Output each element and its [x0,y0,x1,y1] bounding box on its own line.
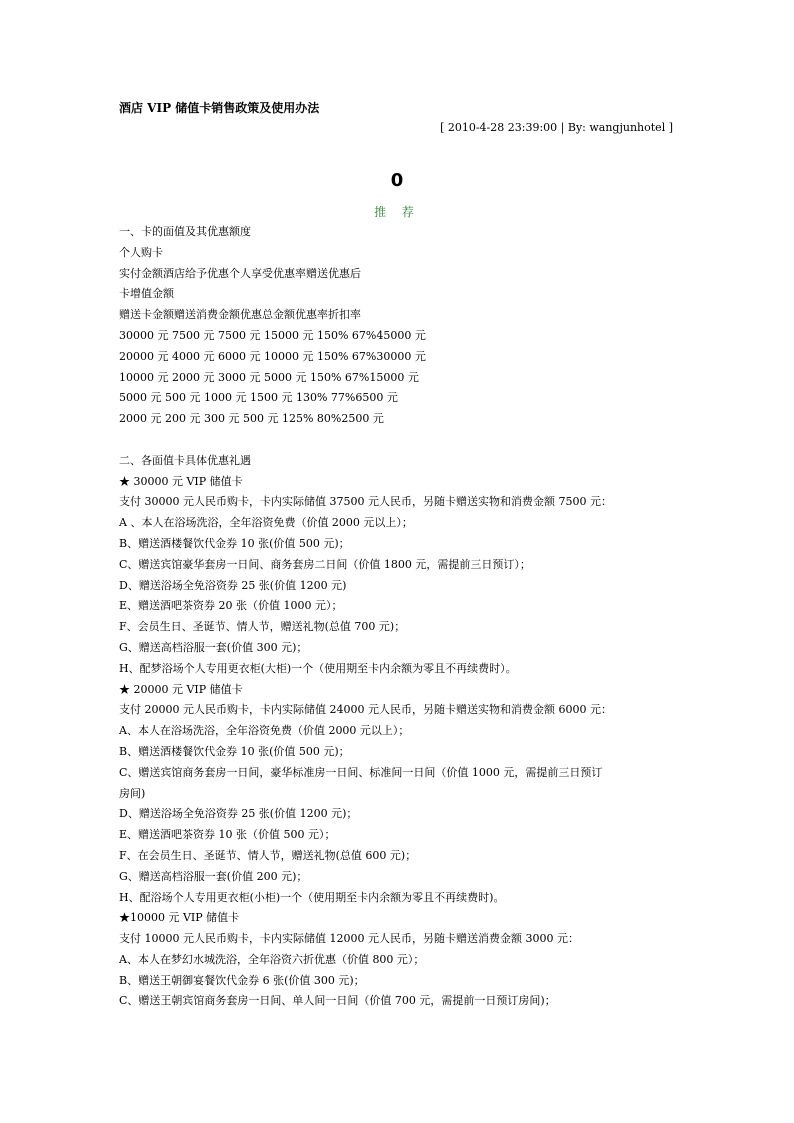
body-line: 20000 元 4000 元 6000 元 10000 元 150% 67%30000 元 [119,349,426,363]
body-line: F、在会员生日、圣诞节、情人节，赠送礼物(总值 600 元)； [119,848,417,862]
card-heading: ★ 30000 元 VIP 储值卡 [119,474,243,488]
body-line: 一、卡的面值及其优惠额度 [119,225,251,238]
body-line: 赠送卡金额赠送消费金额优惠总金额优惠率折扣率 [119,308,361,322]
document-body [119,222,679,1012]
body-line: F、会员生日、圣诞节、情人节，赠送礼物(总值 700 元)； [119,620,406,634]
body-line: G、赠送高档浴服一套(价值 200 元)； [119,869,308,883]
section-heading: 二、各面值卡具体优惠礼遇 [119,453,251,467]
body-line: 支付 20000 元人民币购卡，卡内实际储值 24000 元人民币，另随卡赠送实物和消费金额 6000 元： [119,703,612,717]
card-heading: ★10000 元 VIP 储值卡 [119,911,240,925]
body-line: H、配梦浴场个人专用更衣柜(大柜)一个（使用期至卡内余额为零且不再续费时）。 [119,661,517,675]
body-line: B、赠送酒楼餐饮代金券 10 张(价值 500 元)； [119,744,350,758]
body-line: G、赠送高档浴服一套(价值 300 元)； [119,640,308,654]
body-line: E、赠送酒吧茶资券 10 张（价值 500 元）； [119,828,336,842]
recommend-count: 0 [390,170,404,191]
body-line: 个人购卡 [119,245,163,259]
body-line: C、赠送宾馆豪华套房一日间、商务套房二日间（价值 1800 元，需提前三日预订）； [119,557,531,571]
body-line: 30000 元 7500 元 7500 元 15000 元 150% 67%45000 元 [119,328,426,342]
body-line: 房间) [119,786,146,800]
body-line: 2000 元 200 元 300 元 500 元 125% 80%2500 元 [119,412,384,426]
body-line: 实付金额酒店给予优惠个人享受优惠率赠送优惠后 [119,266,361,280]
card-heading: ★ 20000 元 VIP 储值卡 [119,682,243,696]
document-title: 酒店 VIP 储值卡销售政策及使用办法 [119,101,320,115]
body-line: D、赠送浴场全免浴资券 25 张(价值 1200 元)； [119,807,358,821]
body-line: 支付 10000 元人民币购卡，卡内实际储值 12000 元人民币，另随卡赠送消费金额 3000 元： [119,932,579,946]
body-line: A 、本人在浴场洗浴，全年浴资免费（价值 2000 元以上）； [119,516,413,530]
body-line: B、赠送王朝御宴餐饮代金券 6 张(价值 300 元)； [119,973,365,987]
body-line: C、赠送宾馆商务套房一日间，豪华标准房一日间、标准间一日间（价值 1000 元，需提前三日预订 [119,765,603,779]
blank-line [119,430,679,451]
body-line: 支付 30000 元人民币购卡，卡内实际储值 37500 元人民币，另随卡赠送实物和消费金额 7500 元： [119,495,612,509]
recommend-link[interactable]: 推 荐 [374,205,420,219]
body-line: A、本人在梦幻水城洗浴，全年浴资六折优惠（价值 800 元）； [119,952,425,966]
body-line: C、赠送王朝宾馆商务套房一日间、单人间一日间（价值 700 元，需提前一日预订房间)； [119,994,556,1008]
body-line: 5000 元 500 元 1000 元 1500 元 130% 77%6500 元 [119,391,398,405]
body-line: D、赠送浴场全免浴资券 25 张(价值 1200 元) [119,578,347,592]
body-line: A、本人在浴场洗浴，全年浴资免费（价值 2000 元以上）； [119,724,410,738]
body-line: B、赠送酒楼餐饮代金券 10 张(价值 500 元)； [119,536,350,550]
body-line: 10000 元 2000 元 3000 元 5000 元 150% 67%15000 元 [119,370,419,384]
body-line: E、赠送酒吧茶资券 20 张（价值 1000 元）； [119,599,343,613]
body-line: H、配浴场个人专用更衣柜(小柜)一个（使用期至卡内余额为零且不再续费时)。 [119,890,505,904]
post-meta: [ 2010-4-28 23:39:00 | By: wangjunhotel ] [440,121,673,134]
body-line: 卡增值金额 [119,287,174,301]
